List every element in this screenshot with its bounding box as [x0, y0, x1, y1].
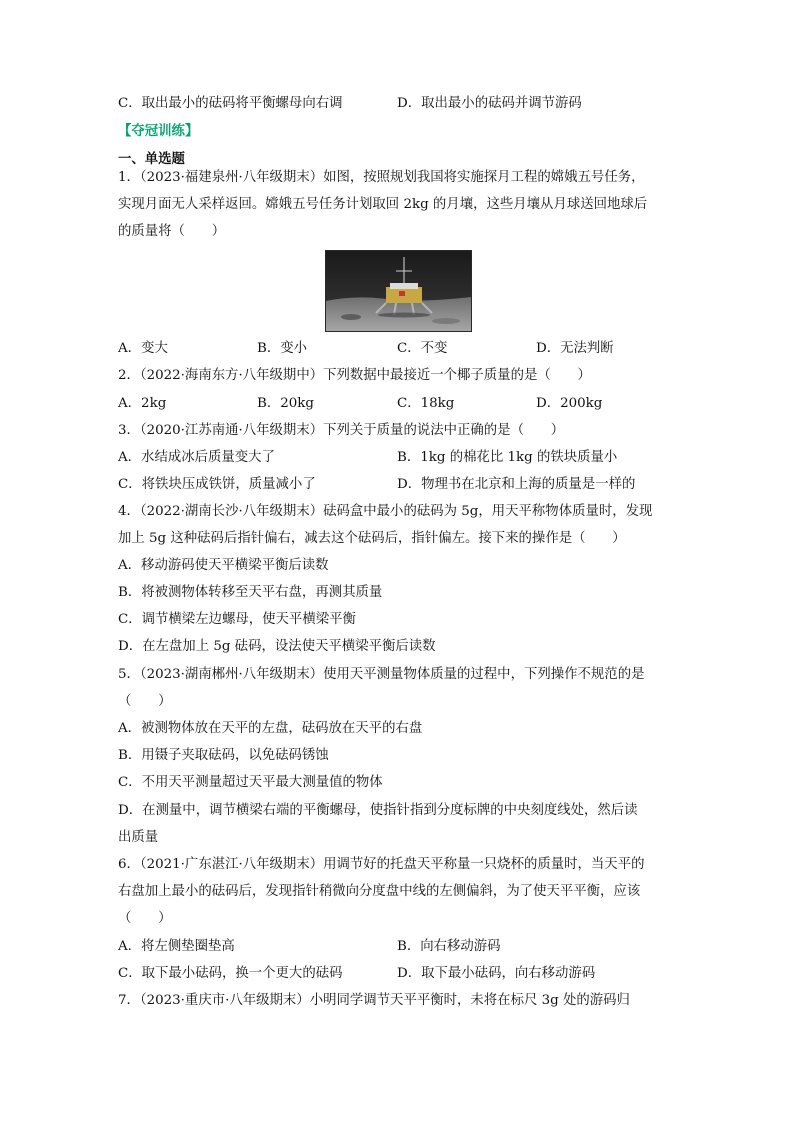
q4-option-c: C．调节横梁左边螺母，使天平横梁平衡 — [118, 612, 356, 627]
q1-stem-line-2: 实现月面无人采样返回。嫦娥五号任务计划取回 2kg 的月壤，这些月壤从月球送回地球后 — [118, 197, 648, 212]
q6-stem-line-3: （ ） — [118, 911, 172, 926]
q4-stem-line-2: 加上 5g 这种砝码后指针偏右，减去这个砝码后，指针偏左。接下来的操作是（ ） — [118, 531, 626, 546]
q2-option-d: D．200kg — [536, 396, 603, 411]
q1-option-d: D．无法判断 — [536, 341, 614, 356]
lunar-lander-photo — [325, 250, 472, 332]
q5-option-c: C．不用天平测量超过天平最大测量值的物体 — [118, 775, 383, 790]
q5-option-a: A．被测物体放在天平的左盘，砝码放在天平的右盘 — [118, 721, 423, 736]
q3-option-b: B．1kg 的棉花比 1kg 的铁块质量小 — [397, 450, 618, 465]
q6-stem-line-1: 6．（2021·广东湛江·八年级期末）用调节好的托盘天平称量一只烧杯的质量时，当天平的 — [118, 857, 645, 872]
q3-option-d: D．物理书在北京和上海的质量是一样的 — [397, 477, 636, 492]
q6-option-b: B．向右移动游码 — [397, 939, 501, 954]
q4-option-a: A．移动游码使天平横梁平衡后读数 — [118, 558, 329, 573]
q3-option-c: C．将铁块压成铁饼，质量减小了 — [118, 477, 316, 492]
subsection-title: 一、单选题 — [118, 151, 185, 167]
q4-stem-line-1: 4．（2022·湖南长沙·八年级期末）砝码盒中最小的砝码为 5g，用天平称物体质量时，发现 — [118, 504, 653, 519]
q1-option-a: A．变大 — [118, 341, 168, 356]
q6-option-d: D．取下最小砝码，向右移动游码 — [397, 966, 596, 981]
q1-stem-line-1: 1．（2023·福建泉州·八年级期末）如图，按照规划我国将实施探月工程的嫦娥五号任务， — [118, 170, 645, 185]
q3-option-a: A．水结成冰后质量变大了 — [118, 450, 275, 465]
q4-option-d: D．在左盘加上 5g 砝码，设法使天平横梁平衡后读数 — [118, 639, 436, 654]
q2-option-b: B．20kg — [257, 396, 314, 411]
q7-stem-line-1: 7．（2023·重庆市·八年级期末）小明同学调节天平平衡时，未将在标尺 3g 处的游码归 — [118, 993, 630, 1008]
prev-option-d: D．取出最小的砝码并调节游码 — [397, 96, 582, 111]
change5-lander-image — [326, 251, 471, 331]
q5-option-b: B．用镊子夹取砝码，以免砝码锈蚀 — [118, 748, 329, 763]
q4-option-b: B．将被测物体转移至天平右盘，再测其质量 — [118, 585, 383, 600]
section-title: 【夺冠训练】 — [118, 123, 199, 139]
q6-option-c: C．取下最小砝码，换一个更大的砝码 — [118, 966, 343, 981]
q2-option-a: A．2kg — [118, 396, 167, 411]
q6-stem-line-2: 右盘加上最小的砝码后，发现指针稍微向分度盘中线的左侧偏斜，为了使天平平衡，应该 — [118, 884, 641, 899]
q3-stem-line-1: 3．（2020·江苏南通·八年级期末）下列关于质量的说法中正确的是（ ） — [118, 423, 565, 438]
q2-option-c: C．18kg — [397, 396, 455, 411]
q5-stem-line-1: 5．（2023·湖南郴州·八年级期末）使用天平测量物体质量的过程中，下列操作不规范的是 — [118, 667, 645, 682]
q5-stem-line-2: （ ） — [118, 694, 172, 709]
q5-option-d-continued: 出质量 — [118, 830, 159, 845]
prev-option-c: C．取出最小的砝码将平衡螺母向右调 — [118, 96, 343, 111]
q1-stem-line-3: 的质量将（ ） — [118, 224, 226, 239]
q5-option-d: D．在测量中，调节横梁右端的平衡螺母，使指针指到分度标牌的中央刻度线处，然后读 — [118, 803, 638, 818]
q6-option-a: A．将左侧垫圈垫高 — [118, 939, 235, 954]
q1-option-c: C．不变 — [397, 341, 448, 356]
q1-option-b: B．变小 — [257, 341, 308, 356]
q2-stem-line-1: 2．（2022·海南东方·八年级期中）下列数据中最接近一个椰子质量的是（ ） — [118, 368, 591, 383]
